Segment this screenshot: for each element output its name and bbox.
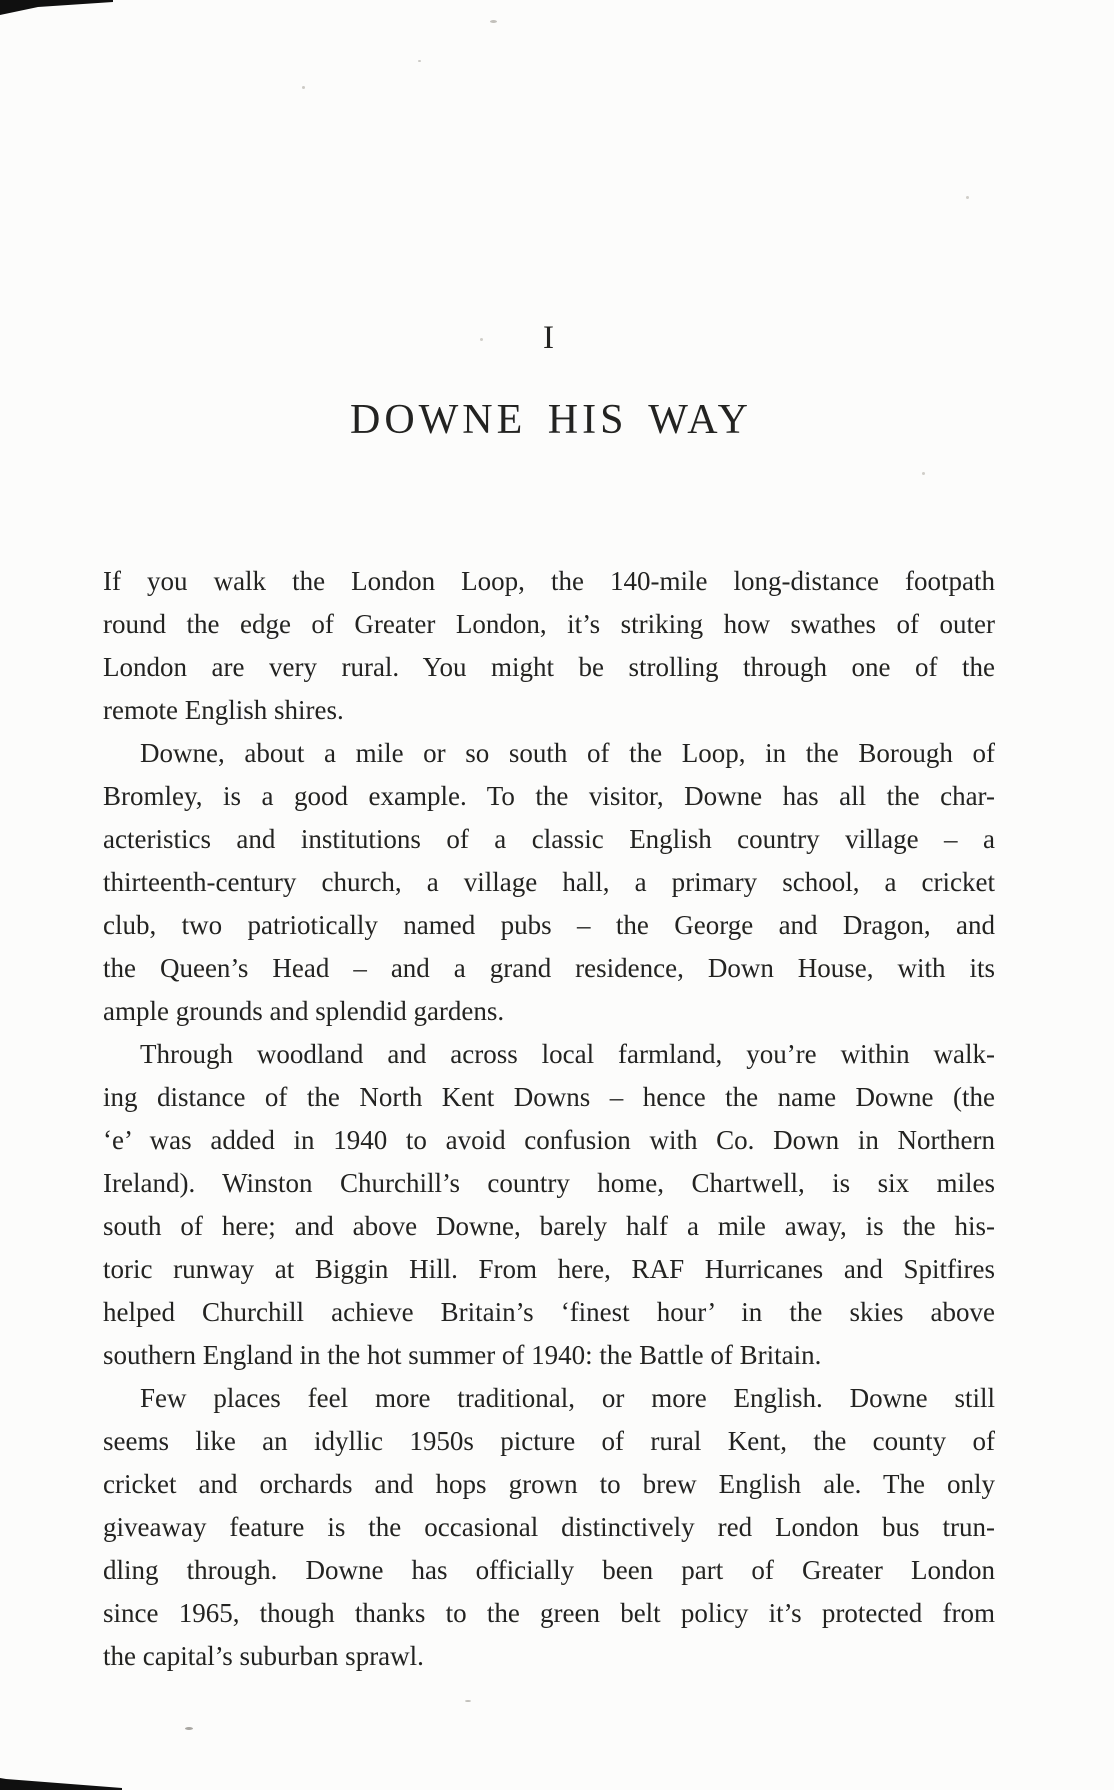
text-line: club, two patriotically named pubs – the George and Dragon, and	[103, 910, 995, 940]
scan-speck	[465, 1700, 471, 1702]
text-line: remote English shires.	[103, 695, 344, 725]
text-line: thirteenth-century church, a village hall, a primary school, a cricket	[103, 867, 995, 897]
scan-speck	[418, 60, 421, 62]
text-line: toric runway at Biggin Hill. From here, RAF Hurricanes and Spitfires	[103, 1254, 995, 1284]
text-line: ample grounds and splendid gardens.	[103, 996, 505, 1026]
chapter-number: I	[543, 320, 555, 356]
chapter-title: DOWNE HIS WAY	[350, 397, 752, 443]
text-line: acteristics and institutions of a classic English country village – a	[103, 824, 995, 854]
text-line: Downe, about a mile or so south of the Loop, in the Borough of	[140, 738, 995, 768]
text-line: giveaway feature is the occasional distinctively red London bus trun-	[103, 1512, 995, 1542]
scan-artifact-bottom-left	[0, 1778, 122, 1790]
text-line: the Queen’s Head – and a grand residence, Down House, with its	[103, 953, 995, 983]
scan-speck	[185, 1727, 193, 1730]
text-line: Through woodland and across local farmland, you’re within walk-	[140, 1039, 995, 1069]
scan-speck	[302, 86, 305, 89]
text-line: Bromley, is a good example. To the visitor, Downe has all the char-	[103, 781, 995, 811]
text-line: ing distance of the North Kent Downs – hence the name Downe (the	[103, 1082, 995, 1112]
text-line: seems like an idyllic 1950s picture of rural Kent, the county of	[103, 1426, 995, 1456]
scan-speck	[922, 472, 925, 475]
scan-speck	[490, 20, 497, 23]
scan-speck	[966, 196, 969, 199]
text-line: since 1965, though thanks to the green belt policy it’s protected from	[103, 1598, 995, 1628]
body-text	[103, 560, 995, 1678]
text-line: London are very rural. You might be strolling through one of the	[103, 652, 995, 682]
text-line: southern England in the hot summer of 1940: the Battle of Britain.	[103, 1340, 822, 1370]
text-line: the capital’s suburban sprawl.	[103, 1641, 424, 1671]
text-line: round the edge of Greater London, it’s striking how swathes of outer	[103, 609, 995, 639]
scan-artifact-top-left	[0, 0, 113, 15]
text-line: ‘e’ was added in 1940 to avoid confusion with Co. Down in Northern	[103, 1125, 995, 1155]
text-line: cricket and orchards and hops grown to brew English ale. The only	[103, 1469, 995, 1499]
text-line: Ireland). Winston Churchill’s country home, Chartwell, is six miles	[103, 1168, 995, 1198]
text-line: helped Churchill achieve Britain’s ‘finest hour’ in the skies above	[103, 1297, 995, 1327]
text-line: If you walk the London Loop, the 140-mile long-distance footpath	[103, 566, 995, 596]
text-line: south of here; and above Downe, barely half a mile away, is the his-	[103, 1211, 995, 1241]
text-line: dling through. Downe has officially been part of Greater London	[103, 1555, 995, 1585]
text-line: Few places feel more traditional, or more English. Downe still	[140, 1383, 995, 1413]
